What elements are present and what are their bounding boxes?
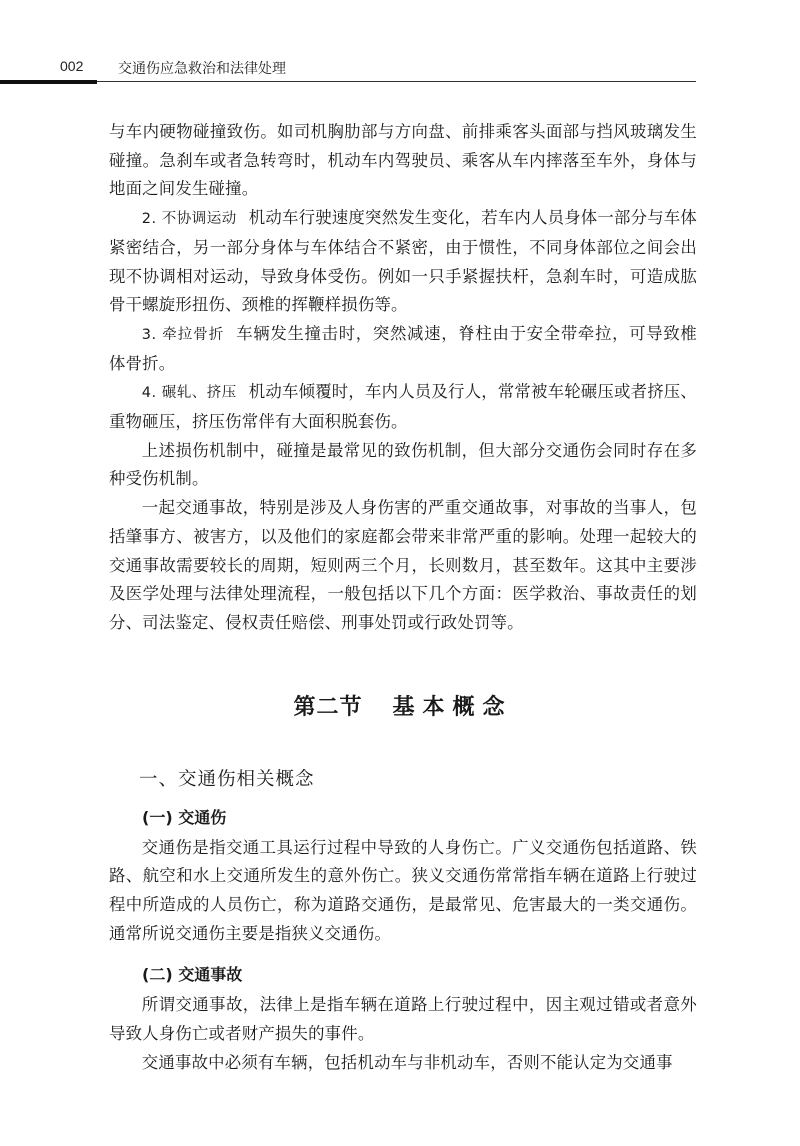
page-header — [0, 0, 800, 90]
paragraph-summary: 上述损伤机制中，碰撞是最常见的致伤机制，但大部分交通伤会同时存在多种受伤机制。 — [109, 440, 697, 489]
header-thick-rule — [0, 80, 97, 84]
paragraph-mechanism-4 — [109, 378, 697, 436]
item-text: 机动车行驶速度突然发生变化，若车内人员身体一部分与车体紧密结合，另一部分身体与车体结合不紧密，由于惯性，不同身体部位之间会出现不协调相对运动，导致身体受伤。例如一只手紧握扶杆，急刹车时，可造成肱骨干螺旋形扭伤、颈椎的挥鞭样损伤等。 — [109, 208, 697, 315]
sub-heading-traffic-injury: (一) 交通伤 — [142, 807, 227, 827]
paragraph-mechanism-3 — [109, 320, 697, 378]
subsection-heading: 一、交通伤相关概念 — [139, 768, 315, 790]
item-title: 3. 牵拉骨折 — [141, 326, 225, 343]
page-number: 002 — [60, 58, 84, 74]
section-number: 第二节 — [293, 694, 363, 720]
paragraph-accident-definition: 所谓交通事故，法律上是指车辆在道路上行驶过程中，因主观过错或者意外导致人身伤亡或者财产损失的事件。 — [109, 995, 697, 1044]
sub-heading-traffic-accident: (二) 交通事故 — [142, 965, 243, 985]
section-heading — [109, 690, 697, 721]
item-text: 车辆发生撞击时，突然减速，脊柱由于安全带牵拉，可导致椎体骨折。 — [109, 323, 697, 373]
item-text: 机动车倾覆时，车内人员及行人，常常被车轮碾压或者挤压、重物砸压，挤压伤常伴有大面积脱套伤。 — [109, 382, 697, 432]
paragraph-traffic-injury: 交通伤是指交通工具运行过程中导致的人身伤亡。广义交通伤包括道路、铁路、航空和水上交通所发生的意外伤亡。狭义交通伤常常指车辆在道路上行驶过程中所造成的人员伤亡，称为道路交通伤，是最常见、危害最大的一类交通伤。通常所说交通伤主要是指狭义交通伤。 — [109, 837, 697, 943]
item-title: 4. 碾轧、挤压 — [141, 385, 237, 402]
running-title: 交通伤应急救治和法律处理 — [118, 61, 286, 77]
page-body — [109, 118, 697, 1078]
item-title: 2. 不协调运动 — [141, 211, 237, 228]
header-rule — [97, 81, 696, 82]
paragraph-mechanism-2 — [109, 204, 697, 320]
paragraph-continued: 与车内硬物碰撞致伤。如司机胸肋部与方向盘、前排乘客头面部与挡风玻璃发生碰撞。急刹车或者急转弯时，机动车内驾驶员、乘客从车内摔落至车外，身体与地面之间发生碰撞。 — [109, 122, 697, 199]
paragraph-accident-vehicle: 交通事故中必须有车辆，包括机动车与非机动车，否则不能认定为交通事 — [141, 1052, 673, 1072]
paragraph-accident-impact: 一起交通事故，特别是涉及人身伤害的严重交通故事，对事故的当事人，包括肇事方、被害方，以及他们的家庭都会带来非常严重的影响。处理一起较大的交通事故需要较长的周期，短则两三个月，长则数月，甚至数年。这其中主要涉及医学处理与法律处理流程，一般包括以下几个方面：医学救治、事故责任的划分、司法鉴定、侵权责任赔偿、刑事处罚或行政处罚等。 — [109, 498, 697, 632]
section-title: 基本概念 — [392, 694, 513, 720]
